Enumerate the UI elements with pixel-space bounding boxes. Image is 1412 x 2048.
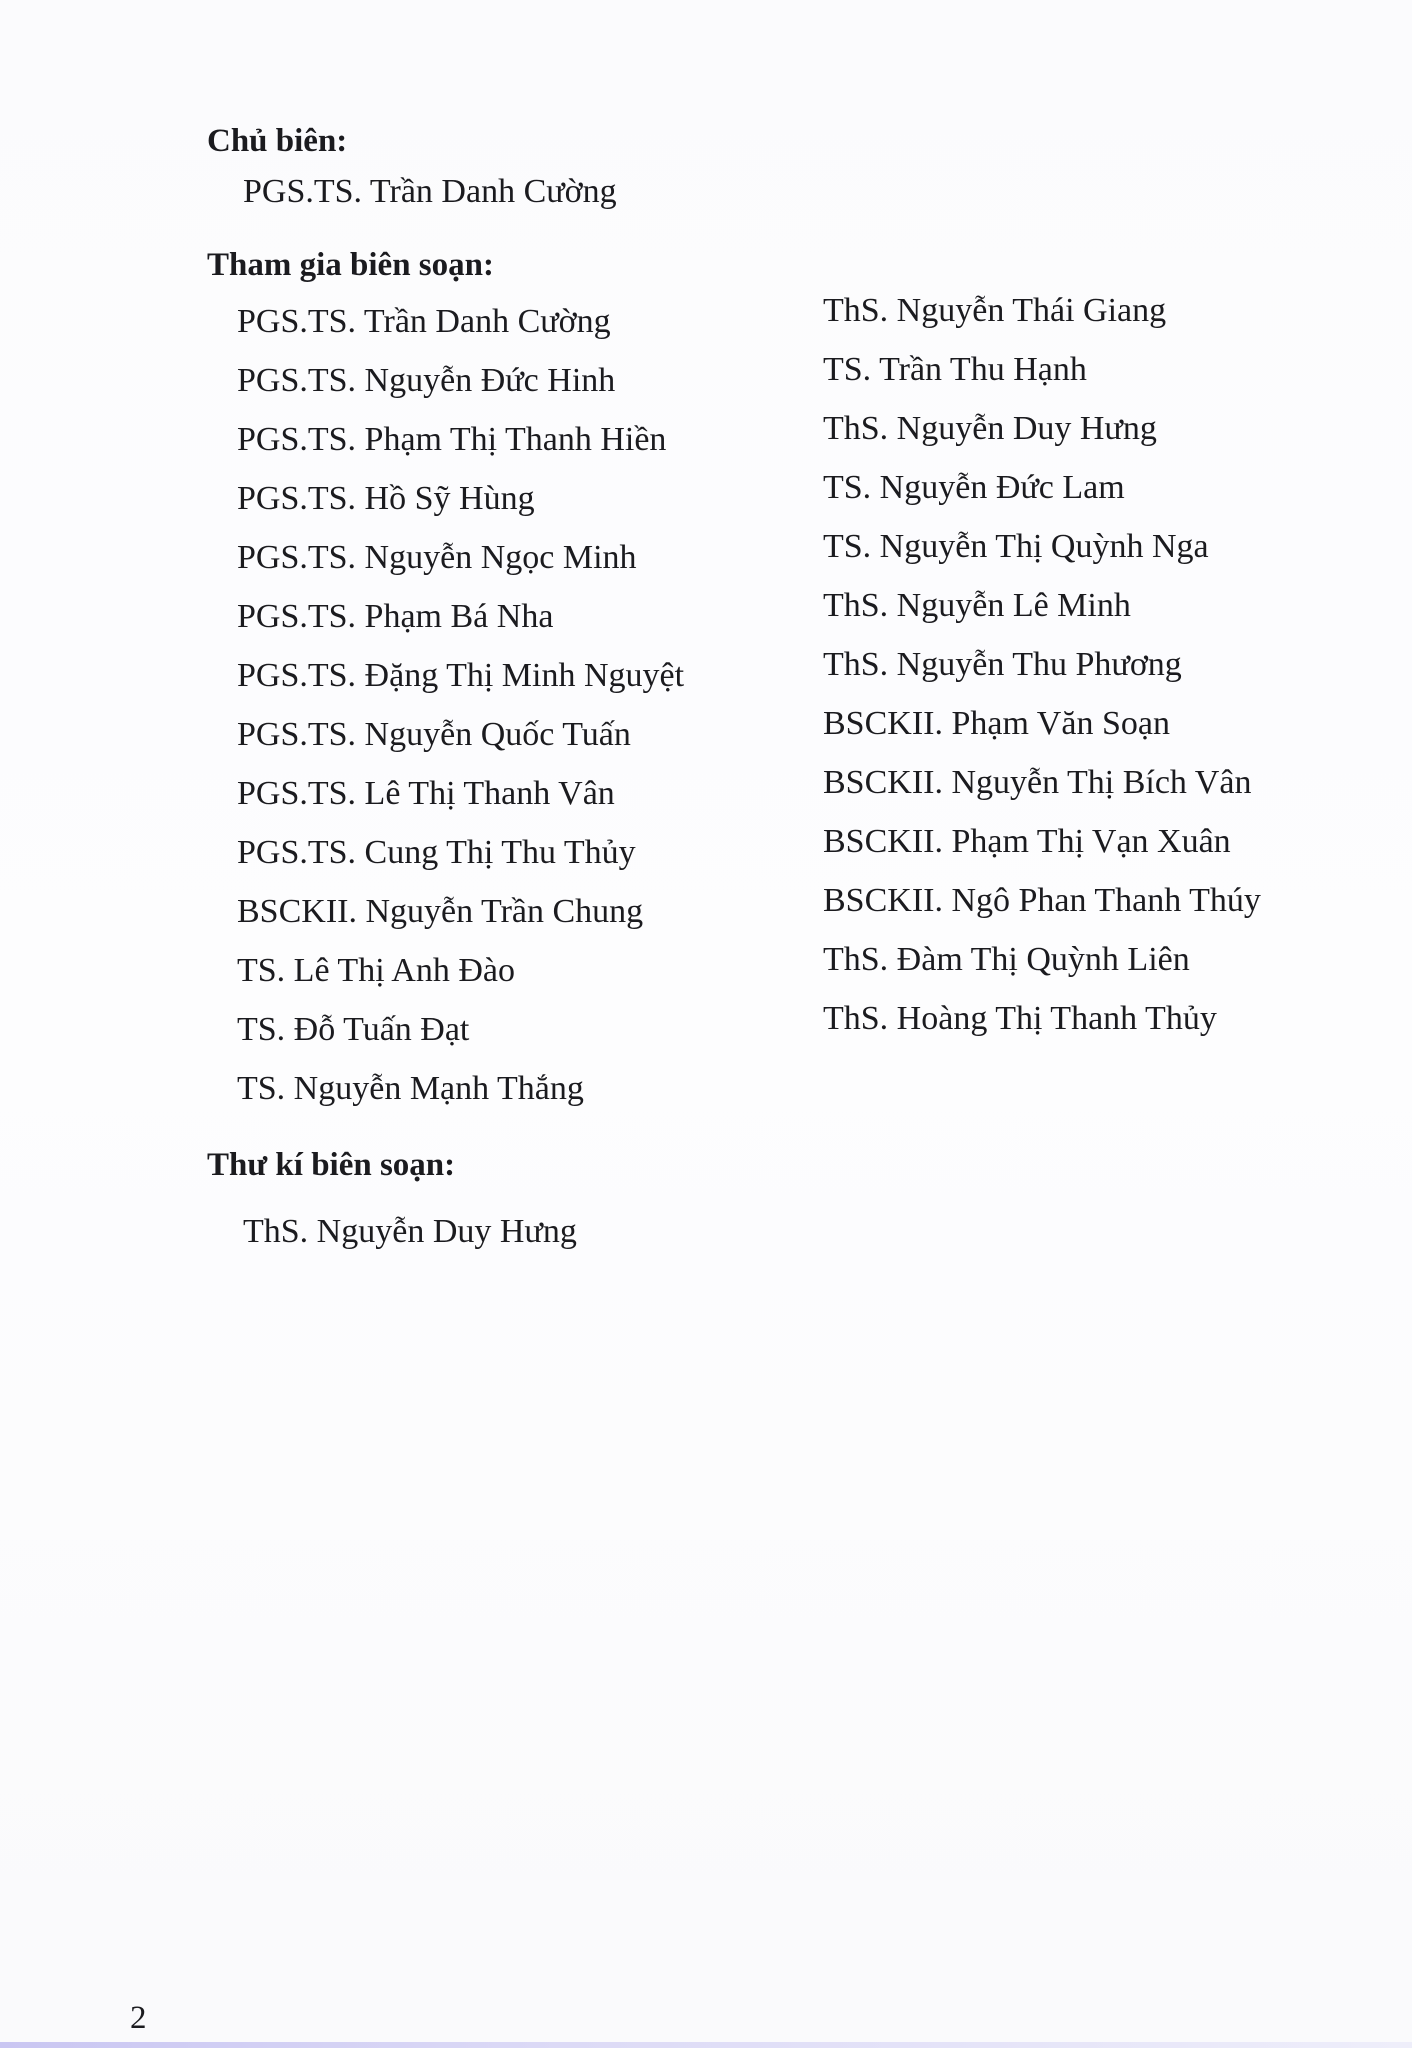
chief-editor-heading: Chủ biên: [207, 123, 348, 159]
contributor-name: PGS.TS. Nguyễn Ngọc Minh [237, 539, 637, 576]
contributor-name: BSCKII. Nguyễn Trần Chung [237, 893, 644, 930]
contributor-name: ThS. Nguyễn Lê Minh [823, 587, 1131, 624]
contributor-name: PGS.TS. Nguyễn Đức Hinh [237, 362, 616, 399]
contributor-name: TS. Nguyễn Thị Quỳnh Nga [823, 528, 1209, 565]
contributor-name: BSCKII. Ngô Phan Thanh Thúy [823, 882, 1261, 919]
secretary-heading: Thư kí biên soạn: [207, 1147, 456, 1183]
contributor-name: PGS.TS. Trần Danh Cường [237, 303, 611, 340]
contributor-name: TS. Đỗ Tuấn Đạt [237, 1011, 470, 1048]
contributor-name: ThS. Nguyễn Duy Hưng [823, 410, 1157, 447]
page-bottom-edge [0, 2042, 1412, 2048]
contributor-name: TS. Trần Thu Hạnh [823, 351, 1087, 388]
contributor-name: ThS. Nguyễn Thu Phương [823, 646, 1182, 683]
contributor-name: BSCKII. Phạm Thị Vạn Xuân [823, 823, 1231, 860]
contributor-name: BSCKII. Nguyễn Thị Bích Vân [823, 764, 1252, 801]
contributor-name: PGS.TS. Cung Thị Thu Thủy [237, 834, 636, 871]
contributor-name: TS. Nguyễn Đức Lam [823, 469, 1125, 506]
contributor-name: PGS.TS. Hồ Sỹ Hùng [237, 480, 535, 517]
contributor-name: PGS.TS. Lê Thị Thanh Vân [237, 775, 615, 812]
page-number: 2 [130, 2000, 147, 2036]
contributor-name: TS. Lê Thị Anh Đào [237, 952, 515, 989]
contributor-name: PGS.TS. Đặng Thị Minh Nguyệt [237, 657, 685, 694]
contributor-name: PGS.TS. Nguyễn Quốc Tuấn [237, 716, 631, 753]
contributors-heading: Tham gia biên soạn: [207, 247, 494, 283]
contributor-name: ThS. Nguyễn Thái Giang [823, 292, 1167, 329]
contributor-name: ThS. Đàm Thị Quỳnh Liên [823, 941, 1190, 978]
secretary-name: ThS. Nguyễn Duy Hưng [243, 1213, 577, 1250]
contributor-name: PGS.TS. Phạm Bá Nha [237, 598, 554, 635]
contributor-name: ThS. Hoàng Thị Thanh Thủy [823, 1000, 1217, 1037]
contributor-name: TS. Nguyễn Mạnh Thắng [237, 1070, 584, 1107]
chief-editor-name: PGS.TS. Trần Danh Cường [243, 173, 617, 210]
contributor-name: BSCKII. Phạm Văn Soạn [823, 705, 1170, 742]
contributor-name: PGS.TS. Phạm Thị Thanh Hiền [237, 421, 667, 458]
